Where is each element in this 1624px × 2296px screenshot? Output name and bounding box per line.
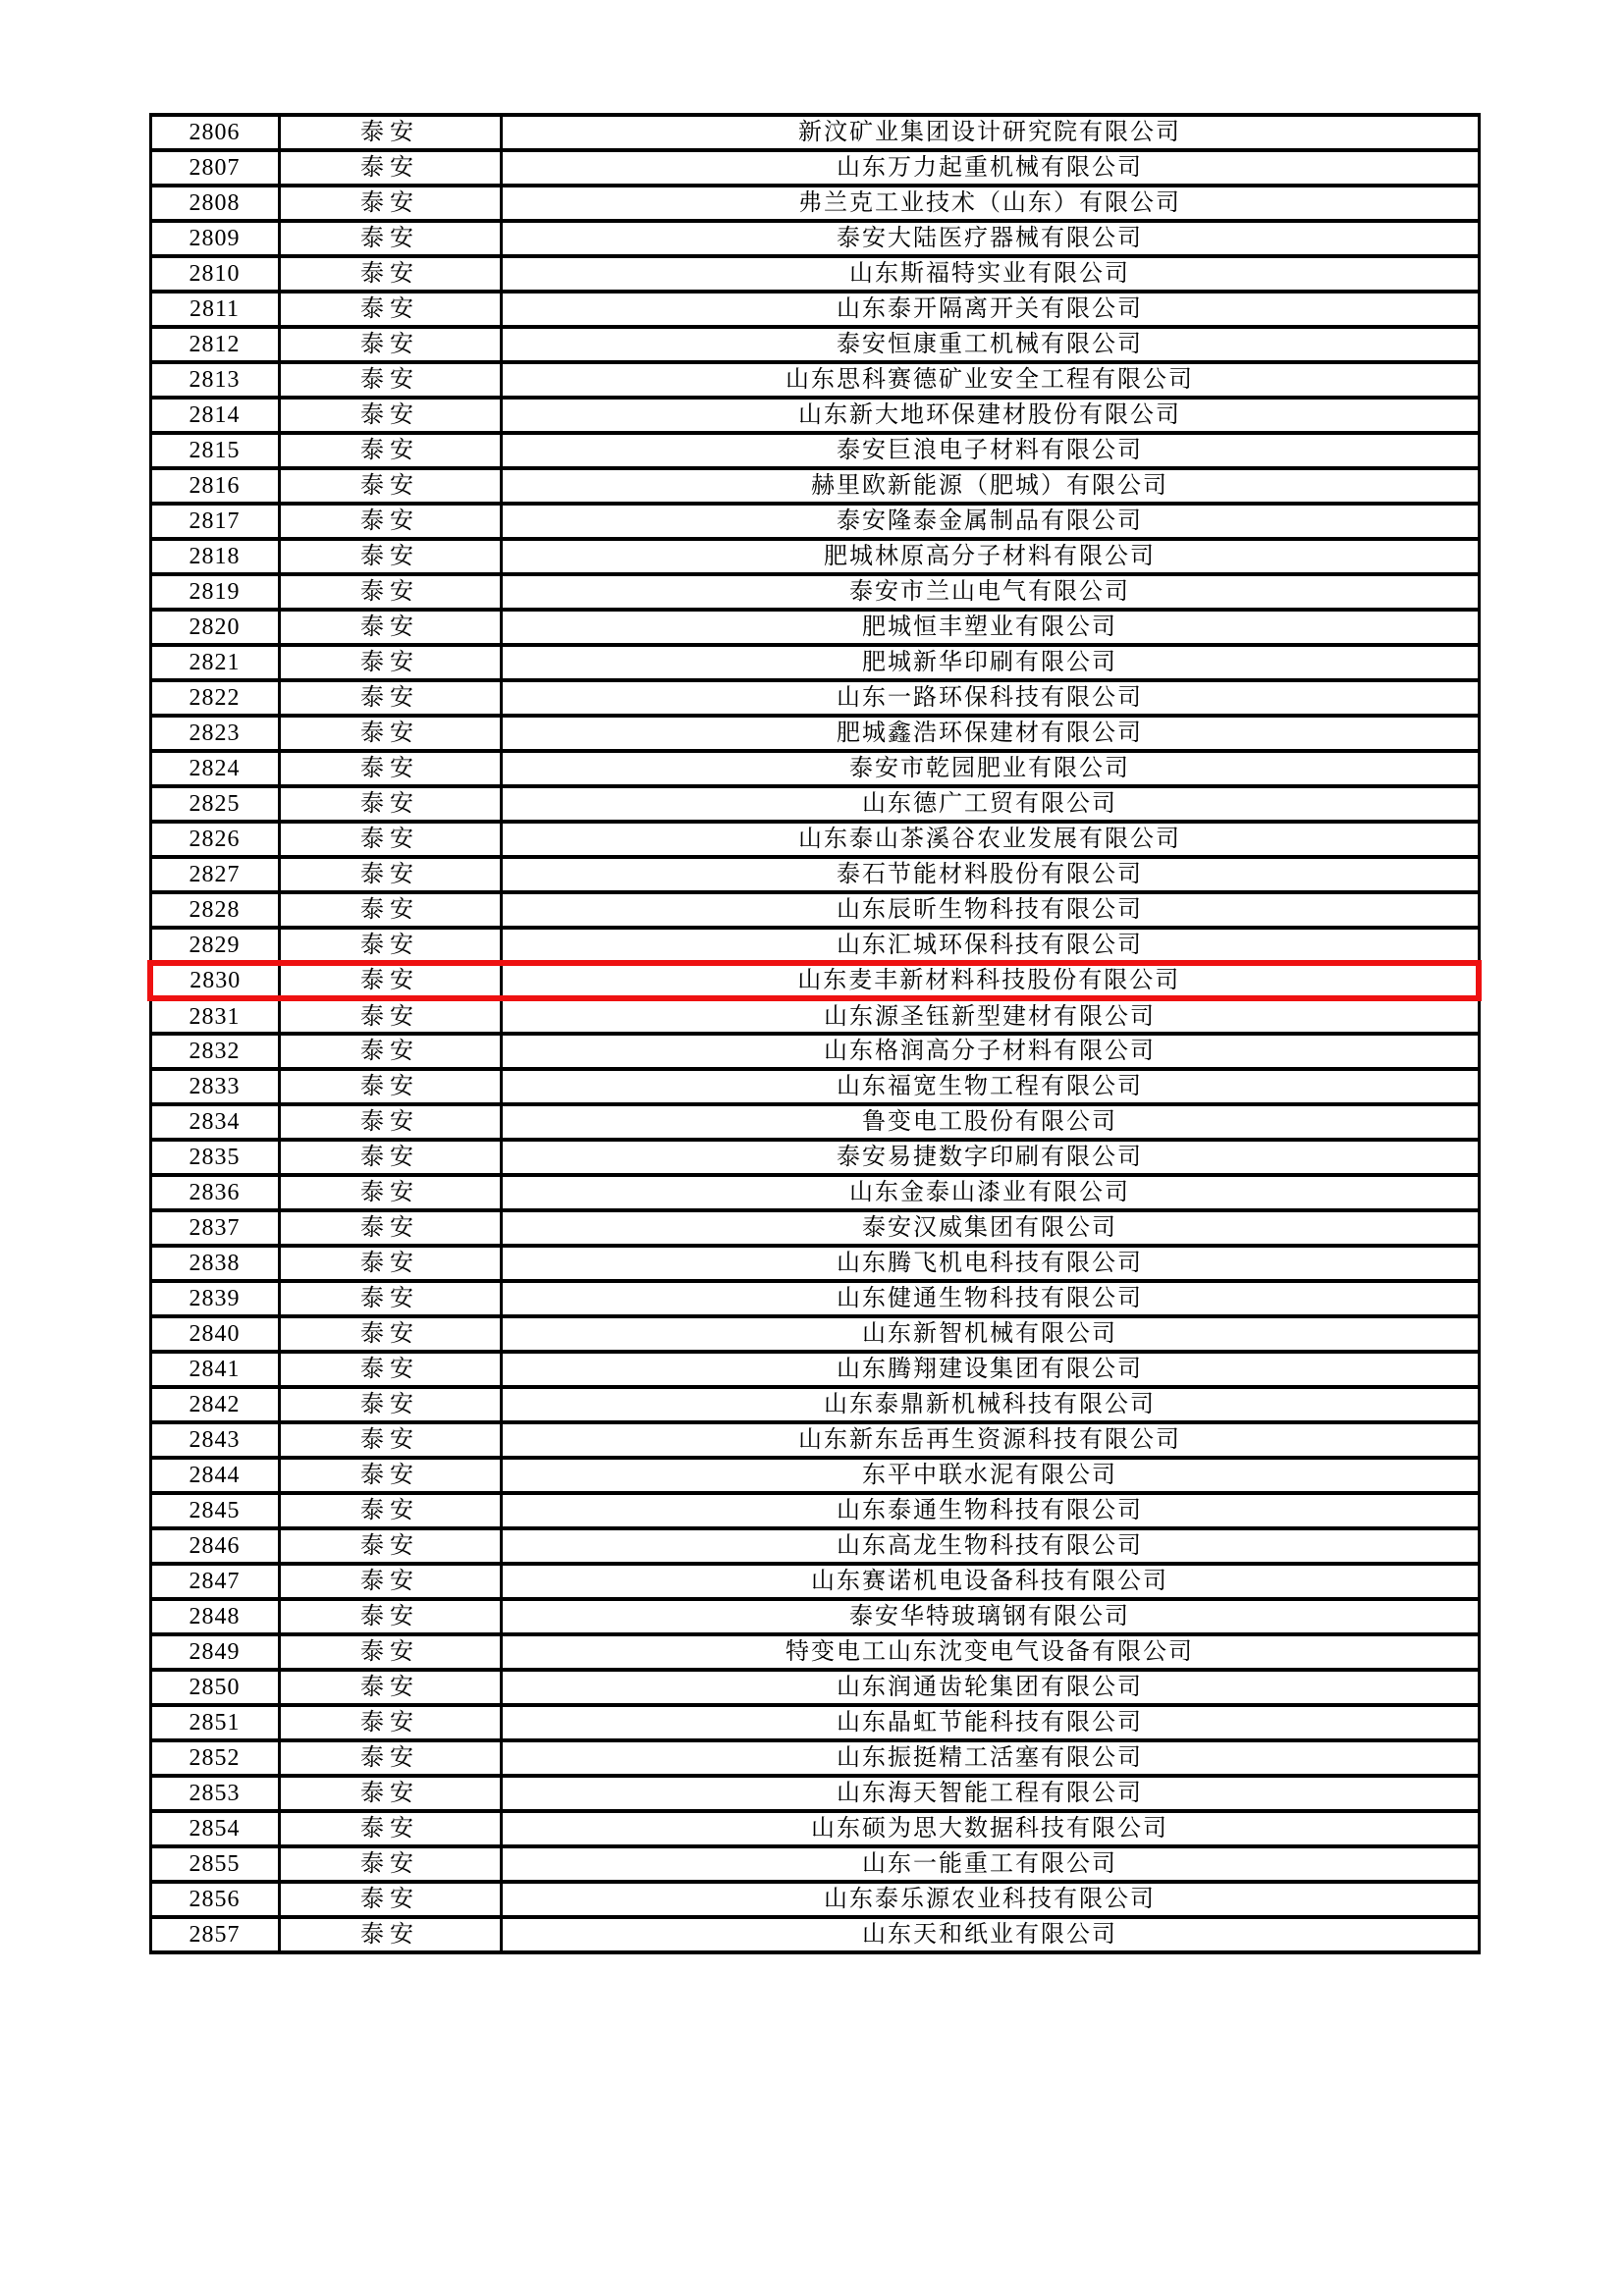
table-row	[150, 892, 1479, 928]
rank-cell: 2825	[150, 786, 279, 822]
table-row	[150, 1316, 1479, 1352]
company-cell: 泰石节能材料股份有限公司	[501, 857, 1479, 892]
rank-cell: 2850	[150, 1670, 279, 1705]
city-cell: 泰安	[279, 1917, 501, 1952]
table-row	[150, 574, 1479, 610]
city-cell: 泰安	[279, 1528, 501, 1564]
rank-cell: 2816	[150, 468, 279, 504]
table-row	[150, 645, 1479, 680]
city-cell: 泰安	[279, 1104, 501, 1140]
table-row	[150, 150, 1479, 186]
city-cell: 泰安	[279, 362, 501, 398]
rank-cell: 2836	[150, 1175, 279, 1210]
city-cell: 泰安	[279, 857, 501, 892]
table-row	[150, 1564, 1479, 1599]
table-row	[150, 1740, 1479, 1776]
rank-cell: 2808	[150, 186, 279, 221]
table-row	[150, 327, 1479, 362]
table-row	[150, 186, 1479, 221]
city-cell: 泰安	[279, 1316, 501, 1352]
city-cell: 泰安	[279, 221, 501, 256]
table-row	[150, 292, 1479, 327]
rank-cell: 2848	[150, 1599, 279, 1634]
rank-cell: 2821	[150, 645, 279, 680]
table-row	[150, 1140, 1479, 1175]
company-cell: 肥城新华印刷有限公司	[501, 645, 1479, 680]
city-cell: 泰安	[279, 998, 501, 1034]
company-cell: 山东辰昕生物科技有限公司	[501, 892, 1479, 928]
table-row	[150, 1705, 1479, 1740]
rank-cell: 2843	[150, 1422, 279, 1458]
rank-cell: 2828	[150, 892, 279, 928]
highlighted-table-row	[150, 963, 1479, 998]
city-cell: 泰安	[279, 150, 501, 186]
rank-cell: 2856	[150, 1882, 279, 1917]
city-cell: 泰安	[279, 1034, 501, 1069]
city-cell: 泰安	[279, 1882, 501, 1917]
rank-cell: 2818	[150, 539, 279, 574]
table-row	[150, 1069, 1479, 1104]
city-cell: 泰安	[279, 786, 501, 822]
company-cell: 东平中联水泥有限公司	[501, 1458, 1479, 1493]
rank-cell: 2807	[150, 150, 279, 186]
table-row	[150, 1493, 1479, 1528]
table-row	[150, 1528, 1479, 1564]
table-row	[150, 1670, 1479, 1705]
city-cell: 泰安	[279, 1387, 501, 1422]
city-cell: 泰安	[279, 574, 501, 610]
rank-cell: 2806	[150, 115, 279, 150]
company-cell: 山东天和纸业有限公司	[501, 1917, 1479, 1952]
company-cell: 肥城林原高分子材料有限公司	[501, 539, 1479, 574]
company-cell: 山东泰乐源农业科技有限公司	[501, 1882, 1479, 1917]
table-row	[150, 504, 1479, 539]
rank-cell: 2853	[150, 1776, 279, 1811]
company-cell: 泰安隆泰金属制品有限公司	[501, 504, 1479, 539]
table-row	[150, 1458, 1479, 1493]
rank-cell: 2838	[150, 1246, 279, 1281]
city-cell: 泰安	[279, 1740, 501, 1776]
table-row	[150, 1104, 1479, 1140]
table-row	[150, 680, 1479, 716]
company-cell: 肥城鑫浩环保建材有限公司	[501, 716, 1479, 751]
city-cell: 泰安	[279, 115, 501, 150]
rank-cell: 2823	[150, 716, 279, 751]
company-cell: 泰安大陆医疗器械有限公司	[501, 221, 1479, 256]
rank-cell: 2813	[150, 362, 279, 398]
company-cell: 新汶矿业集团设计研究院有限公司	[501, 115, 1479, 150]
city-cell: 泰安	[279, 256, 501, 292]
company-table-body	[150, 115, 1479, 1952]
rank-cell: 2832	[150, 1034, 279, 1069]
city-cell: 泰安	[279, 963, 501, 998]
city-cell: 泰安	[279, 645, 501, 680]
company-cell: 泰安巨浪电子材料有限公司	[501, 433, 1479, 468]
table-row	[150, 433, 1479, 468]
rank-cell: 2857	[150, 1917, 279, 1952]
rank-cell: 2809	[150, 221, 279, 256]
company-cell: 山东汇城环保科技有限公司	[501, 928, 1479, 963]
company-cell: 泰安华特玻璃钢有限公司	[501, 1599, 1479, 1634]
city-cell: 泰安	[279, 1422, 501, 1458]
city-cell: 泰安	[279, 1846, 501, 1882]
company-cell: 弗兰克工业技术（山东）有限公司	[501, 186, 1479, 221]
city-cell: 泰安	[279, 822, 501, 857]
company-cell: 山东新智机械有限公司	[501, 1316, 1479, 1352]
city-cell: 泰安	[279, 1599, 501, 1634]
city-cell: 泰安	[279, 892, 501, 928]
company-cell: 山东晶虹节能科技有限公司	[501, 1705, 1479, 1740]
city-cell: 泰安	[279, 186, 501, 221]
table-row	[150, 786, 1479, 822]
rank-cell: 2819	[150, 574, 279, 610]
city-cell: 泰安	[279, 327, 501, 362]
rank-cell: 2835	[150, 1140, 279, 1175]
city-cell: 泰安	[279, 1634, 501, 1670]
company-cell: 山东振挺精工活塞有限公司	[501, 1740, 1479, 1776]
rank-cell: 2844	[150, 1458, 279, 1493]
city-cell: 泰安	[279, 468, 501, 504]
table-row	[150, 398, 1479, 433]
rank-cell: 2814	[150, 398, 279, 433]
company-cell: 山东泰鼎新机械科技有限公司	[501, 1387, 1479, 1422]
table-row	[150, 822, 1479, 857]
company-cell: 山东泰山茶溪谷农业发展有限公司	[501, 822, 1479, 857]
company-cell: 山东斯福特实业有限公司	[501, 256, 1479, 292]
company-cell: 山东金泰山漆业有限公司	[501, 1175, 1479, 1210]
rank-cell: 2840	[150, 1316, 279, 1352]
table-row	[150, 1246, 1479, 1281]
table-row	[150, 468, 1479, 504]
company-cell: 泰安市兰山电气有限公司	[501, 574, 1479, 610]
city-cell: 泰安	[279, 398, 501, 433]
table-row	[150, 1599, 1479, 1634]
rank-cell: 2815	[150, 433, 279, 468]
rank-cell: 2827	[150, 857, 279, 892]
city-cell: 泰安	[279, 539, 501, 574]
table-row	[150, 1917, 1479, 1952]
city-cell: 泰安	[279, 1458, 501, 1493]
rank-cell: 2833	[150, 1069, 279, 1104]
city-cell: 泰安	[279, 504, 501, 539]
table-row	[150, 539, 1479, 574]
rank-cell: 2841	[150, 1352, 279, 1387]
city-cell: 泰安	[279, 1246, 501, 1281]
rank-cell: 2824	[150, 751, 279, 786]
table-row	[150, 1422, 1479, 1458]
rank-cell: 2834	[150, 1104, 279, 1140]
table-row	[150, 1776, 1479, 1811]
rank-cell: 2855	[150, 1846, 279, 1882]
rank-cell: 2817	[150, 504, 279, 539]
company-cell: 山东一能重工有限公司	[501, 1846, 1479, 1882]
city-cell: 泰安	[279, 1352, 501, 1387]
company-cell: 山东源圣钰新型建材有限公司	[501, 998, 1479, 1034]
city-cell: 泰安	[279, 716, 501, 751]
company-cell: 山东高龙生物科技有限公司	[501, 1528, 1479, 1564]
rank-cell: 2847	[150, 1564, 279, 1599]
table-row	[150, 751, 1479, 786]
rank-cell: 2826	[150, 822, 279, 857]
company-cell: 肥城恒丰塑业有限公司	[501, 610, 1479, 645]
city-cell: 泰安	[279, 1493, 501, 1528]
rank-cell: 2851	[150, 1705, 279, 1740]
table-row	[150, 362, 1479, 398]
rank-cell: 2822	[150, 680, 279, 716]
rank-cell: 2810	[150, 256, 279, 292]
city-cell: 泰安	[279, 1705, 501, 1740]
rank-cell: 2846	[150, 1528, 279, 1564]
city-cell: 泰安	[279, 1175, 501, 1210]
company-cell: 泰安汉威集团有限公司	[501, 1210, 1479, 1246]
rank-cell: 2830	[150, 963, 279, 998]
company-cell: 山东泰通生物科技有限公司	[501, 1493, 1479, 1528]
city-cell: 泰安	[279, 292, 501, 327]
company-cell: 山东润通齿轮集团有限公司	[501, 1670, 1479, 1705]
table-row	[150, 1387, 1479, 1422]
rank-cell: 2811	[150, 292, 279, 327]
company-cell: 山东泰开隔离开关有限公司	[501, 292, 1479, 327]
city-cell: 泰安	[279, 1069, 501, 1104]
company-cell: 山东新大地环保建材股份有限公司	[501, 398, 1479, 433]
rank-cell: 2842	[150, 1387, 279, 1422]
table-row	[150, 1175, 1479, 1210]
rank-cell: 2854	[150, 1811, 279, 1846]
company-cell: 山东新东岳再生资源科技有限公司	[501, 1422, 1479, 1458]
table-row	[150, 1882, 1479, 1917]
table-row	[150, 1634, 1479, 1670]
table-row	[150, 1846, 1479, 1882]
city-cell: 泰安	[279, 680, 501, 716]
table-row	[150, 857, 1479, 892]
company-cell: 鲁变电工股份有限公司	[501, 1104, 1479, 1140]
table-row	[150, 1281, 1479, 1316]
company-cell: 山东硕为思大数据科技有限公司	[501, 1811, 1479, 1846]
city-cell: 泰安	[279, 928, 501, 963]
city-cell: 泰安	[279, 751, 501, 786]
table-row	[150, 1034, 1479, 1069]
rank-cell: 2820	[150, 610, 279, 645]
company-cell: 山东思科赛德矿业安全工程有限公司	[501, 362, 1479, 398]
rank-cell: 2831	[150, 998, 279, 1034]
company-cell: 山东健通生物科技有限公司	[501, 1281, 1479, 1316]
company-cell: 山东腾翔建设集团有限公司	[501, 1352, 1479, 1387]
table-row	[150, 1811, 1479, 1846]
table-row	[150, 221, 1479, 256]
table-row	[150, 1352, 1479, 1387]
company-cell: 山东腾飞机电科技有限公司	[501, 1246, 1479, 1281]
table-row	[150, 998, 1479, 1034]
table-row	[150, 928, 1479, 963]
company-list-table	[147, 113, 1482, 1954]
table-row	[150, 256, 1479, 292]
company-cell: 山东麦丰新材料科技股份有限公司	[501, 963, 1479, 998]
city-cell: 泰安	[279, 610, 501, 645]
rank-cell: 2837	[150, 1210, 279, 1246]
city-cell: 泰安	[279, 433, 501, 468]
table-row	[150, 1210, 1479, 1246]
city-cell: 泰安	[279, 1281, 501, 1316]
rank-cell: 2845	[150, 1493, 279, 1528]
table-row	[150, 115, 1479, 150]
company-cell: 赫里欧新能源（肥城）有限公司	[501, 468, 1479, 504]
rank-cell: 2829	[150, 928, 279, 963]
company-cell: 山东德广工贸有限公司	[501, 786, 1479, 822]
company-cell: 山东一路环保科技有限公司	[501, 680, 1479, 716]
rank-cell: 2852	[150, 1740, 279, 1776]
table-row	[150, 716, 1479, 751]
company-cell: 泰安易捷数字印刷有限公司	[501, 1140, 1479, 1175]
company-cell: 泰安市乾园肥业有限公司	[501, 751, 1479, 786]
rank-cell: 2849	[150, 1634, 279, 1670]
rank-cell: 2839	[150, 1281, 279, 1316]
company-cell: 山东格润高分子材料有限公司	[501, 1034, 1479, 1069]
company-cell: 山东赛诺机电设备科技有限公司	[501, 1564, 1479, 1599]
city-cell: 泰安	[279, 1776, 501, 1811]
city-cell: 泰安	[279, 1811, 501, 1846]
company-cell: 山东万力起重机械有限公司	[501, 150, 1479, 186]
rank-cell: 2812	[150, 327, 279, 362]
city-cell: 泰安	[279, 1140, 501, 1175]
company-cell: 特变电工山东沈变电气设备有限公司	[501, 1634, 1479, 1670]
city-cell: 泰安	[279, 1564, 501, 1599]
table-row	[150, 610, 1479, 645]
city-cell: 泰安	[279, 1670, 501, 1705]
company-cell: 山东福宽生物工程有限公司	[501, 1069, 1479, 1104]
company-cell: 泰安恒康重工机械有限公司	[501, 327, 1479, 362]
city-cell: 泰安	[279, 1210, 501, 1246]
company-cell: 山东海天智能工程有限公司	[501, 1776, 1479, 1811]
